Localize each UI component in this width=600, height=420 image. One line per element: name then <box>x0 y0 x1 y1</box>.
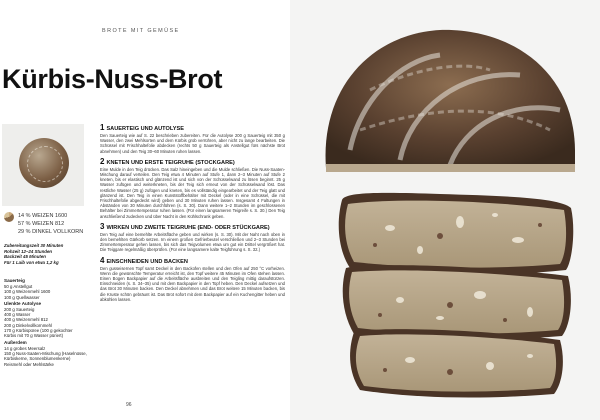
step-body: Den Sauerteig wie auf S. 22 beschrieben zubereiten. Für die Autolyse 200 g Sauerteig mit 350 g Wasser, den zwei Mehlsorten und dem Kürbis grob verrühren, aber nicht zu lange bearbeiten. Die Schüssel mit Frischhaltefolie abdecken (rechts 50 g Sauerteig als Anstellgut fürs nächste Brot abnehmen) und den Teig 30–60 Minuten ruhen lassen. <box>100 133 285 154</box>
bread-slice <box>350 329 563 397</box>
bread-slice <box>339 193 574 275</box>
left-page <box>0 0 290 420</box>
section-label: BROTE MIT GEMÜSE <box>102 28 180 34</box>
half-loaf <box>326 30 575 172</box>
step: 1 SAUERTEIG UND AUTOLYSE Den Sauerteig wie auf S. 22 beschrieben zubereiten. Für die Autolyse 200 g Sauerteig mit 350 g Wasser, den zwei Mehlsorten und dem Kürbis grob verrühren, aber nicht zu lange bearbeiten. Die Schüssel mit Frischhaltefolie abdecken (rechts 50 g Sauerteig als Anstellgut fürs nächste Brot abnehmen) und den Teig 30–60 Minuten ruhen lassen. <box>100 123 285 154</box>
step-title: WIRKEN UND ZWEITE TEIGRUHE (END- ODER STÜCKGARE) <box>106 224 270 231</box>
step: 3 WIRKEN UND ZWEITE TEIGRUHE (END- ODER STÜCKGARE) Den Teig auf eine bemehlte Arbeitsfläche geben und wirken (s. S. 30). Mit der Naht nach oben in den bemehlten Gärkorb setzen. Im einem großen Gefrierbeutel verschließen und 2–3 Stunden bei Zimmertemperatur gehen lassen, bis sich das Teigvolumen etwa um gut ein Drittel vergrößert hat. Die Teiggare regelmäßig überprüfen. (Für eine langsamere kalte Teigführung s. S. 32.) <box>100 221 285 253</box>
flour-mix <box>4 212 83 236</box>
page-title: Kürbis-Nuss-Brot <box>2 64 223 94</box>
flour-mix-item: 57 % WEIZEN 812 <box>18 221 65 227</box>
bread-photo <box>290 0 600 420</box>
ingredient-heading: Außerdem <box>4 339 27 345</box>
right-page-photo <box>290 0 600 420</box>
ingredients-list: Sauerteig 50 g Anstellgut 100 g Weizenmehl 1600 100 g Quellwasser Ulenkte Autolyse 200 g Sauerteig 400 g Wasser 400 g Weizenmehl 812 200 g Dinkelvollkornmehl 170 g Kürbispüree (100 g gekochter Kürbis mit 70 g Wasser püriert) Außerdem 14 g grobes Meersalz 150 g Nuss-Saaten-Mischung (Haselnüsse, Kürbiskerne, Sonnenblumenkerne) Reismehl oder Mehlstärke <box>4 278 87 367</box>
flour-mix-item: 14 % WEIZEN 1600 <box>4 212 83 220</box>
ingredient-heading: Sauerteig <box>4 278 25 283</box>
bread-thumbnail <box>2 124 84 206</box>
flour-mix-item: 29 % DINKEL VOLLKORN <box>18 229 84 235</box>
bread-slice <box>343 265 571 339</box>
recipe-steps <box>100 124 285 306</box>
page-number: 96 <box>126 402 132 408</box>
step-title: KNETEN UND ERSTE TEIGRUHE (STOCKGARE) <box>106 159 235 166</box>
ingredient-heading: Ulenkte Autolyse <box>4 300 42 306</box>
step-title: SAUERTEIG UND AUTOLYSE <box>106 126 184 132</box>
recipe-info: Zubereitungszeit 30 Minuten Rohzeit 12–24 Stunden Backzeit 45 Minuten Für 1 Laib von etwa 1,2 kg <box>4 243 64 265</box>
step-title: EINSCHNEIDEN UND BACKEN <box>106 258 188 265</box>
step: 2 KNETEN UND ERSTE TEIGRUHE (STOCKGARE) Eine Mulde in den Teig drücken. Das Salz hineingeben und die Mulde schließen. Die Nuss-Saaten-Mischung darauf verteilen. Den Teig etwa 4 Minuten auf Stufe 1, dann 2–3 Minuten auf Stufe 2 kneten, bis er elastisch und glänzend ist und sich von der Schüsselwand zu lösen beginnt. 25 g Wasser zufügen und weiterkneten, bis der Teig sich erneut von der Schüsselwand löst. Das restliche Wasser (25 g) zufügen und kneten, bis es vollständig eingearbeitet und der Teig glatt und glänzend ist. Den Teig in einen Kunststoffbehälter mit Deckel (oder in eine Schüssel, die mit Frischhaltefolie abgedeckt wird) geben und 30 Minuten ruhen lassen. Insgesamt 4 Faltungen in Abständen von 30 Minuten durchführen (s. S. 30). Dann weitere 1–2 Stunden im geschlossenen Behälter bei Zimmertemperatur ruhen lassen. (Für einen langsameren Teigreife s. S. 30.) Den Teig anschließend zudecken und über Nacht in den Kühlschrank geben. <box>100 156 285 219</box>
step-body: Den gusseisernen Topf samt Deckel in den Backofen stellen und den Ofen auf 250 °C vorheizen. Wenn die gewünschte Temperatur erreicht ist, den Topf weitere 45 Minuten im Ofen stehen lassen. Einen Bogen Backpapier auf die Arbeitsfläche ausbreiten und den Teigling mittig daraufstürzen. Einschneiden (s. S. 34–35) und mit dem Backpapier in den Topf heben. Den Deckel aufsetzen und das Brot 30 Minuten backen. Den Deckel abnehmen und das Brot weitere 15 Minuten backen, bis die Kruste schön gebräunt ist. Das Brot sofort mit dem Backpapier auf ein Kuchengitter heben und abkühlen lassen. <box>100 265 285 302</box>
step-body: Den Teig auf eine bemehlte Arbeitsfläche geben und wirken (s. S. 30). Mit der Naht nach oben in den bemehlten Gärkorb setzen. Im einem großen Gefrierbeutel verschließen und 2–3 Stunden bei Zimmertemperatur gehen lassen, bis sich das Teigvolumen etwa um gut ein Drittel vergrößert hat. Die Teiggare regelmäßig überprüfen. (Für eine langsamere kalte Teigführung s. S. 32.) <box>100 231 285 253</box>
step-body: Eine Mulde in den Teig drücken. Das Salz hineingeben und die Mulde schließen. Die Nuss-Saaten-Mischung darauf verteilen. Den Teig etwa 4 Minuten auf Stufe 1, dann 2–3 Minuten auf Stufe 2 kneten, bis er elastisch und glänzend ist und sich von der Schüsselwand zu lösen beginnt. 25 g Wasser zufügen und weiterkneten, bis der Teig sich erneut von der Schüsselwand löst. Das restliche Wasser (25 g) zufügen und kneten, bis es vollständig eingearbeitet und der Teig glatt und glänzend ist. Den Teig in einen Kunststoffbehälter mit Deckel (oder in eine Schüssel, die mit Frischhaltefolie abgedeckt wird) geben und 30 Minuten ruhen lassen. Insgesamt 4 Faltungen in Abständen von 30 Minuten durchführen (s. S. 30). Dann weitere 1–2 Stunden im geschlossenen Behälter bei Zimmertemperatur ruhen lassen. (Für einen langsameren Teigreife s. S. 30.) Den Teig anschließend zudecken und über Nacht in den Kühlschrank geben. <box>100 166 285 219</box>
step: 4 EINSCHNEIDEN UND BACKEN Den gusseisernen Topf samt Deckel in den Backofen stellen und den Ofen auf 250 °C vorheizen. Wenn die gewünschte Temperatur erreicht ist, den Topf weitere 45 Minuten im Ofen stehen lassen. Einen Bogen Backpapier auf die Arbeitsfläche ausbreiten und den Teigling mittig daraufstürzen. Einschneiden (s. S. 34–35) und mit dem Backpapier in den Topf heben. Den Deckel aufsetzen und das Brot 30 Minuten backen. Den Deckel abnehmen und das Brot weitere 15 Minuten backen, bis die Kruste schön gebräunt ist. Das Brot sofort mit dem Backpapier auf ein Kuchengitter heben und abkühlen lassen. <box>100 255 285 302</box>
